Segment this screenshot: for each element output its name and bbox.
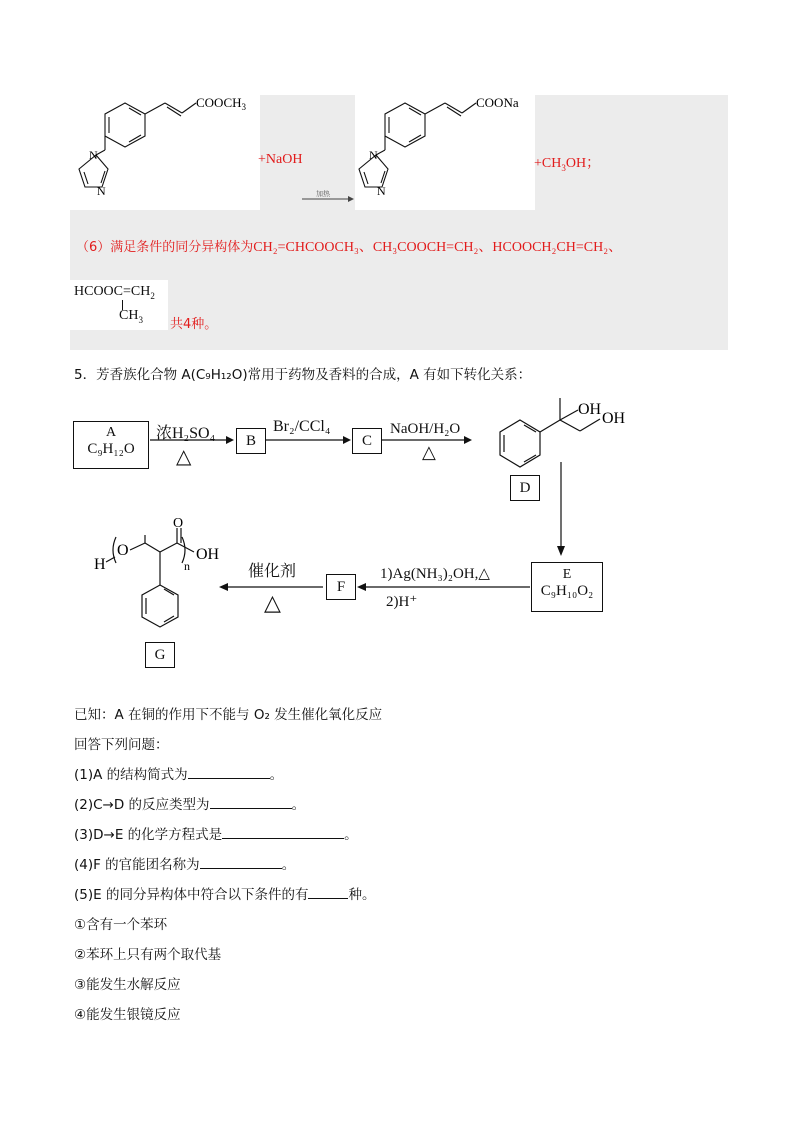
compound-d-box: D <box>510 475 540 501</box>
step4-reagent-1: 1)Ag(NH₃)₂OH,△ <box>380 566 490 582</box>
g-o-label: O <box>117 542 129 559</box>
compound-e-formula: C₉H₁₀O₂ <box>540 583 594 599</box>
product-structure <box>355 95 535 210</box>
subquestion-1: (1)A 的结构简式为 。 <box>74 767 284 783</box>
fourth-isomer-top: $HCOOC=CH_2$ <box>74 284 155 301</box>
part6-isomers: CH₂=CHCOOCH₃、CH₃COOCH=CH₂、HCOOCH₂CH=CH₂、 <box>253 240 623 255</box>
question-intro: 5．芳香族化合物 A(C₉H₁₂O)常用于药物及香料的合成，A 有如下转化关系： <box>74 367 532 383</box>
condition-4: ④能发生银镜反应 <box>74 1007 181 1023</box>
part6-line <box>76 236 622 256</box>
step4-arrow <box>356 580 530 598</box>
part6-count: 共4种。 <box>170 317 218 332</box>
compound-g-box: G <box>145 642 175 668</box>
answer-blank-1[interactable] <box>188 766 270 779</box>
product-structure-drawing <box>355 95 535 210</box>
fourth-isomer-panel <box>70 280 168 330</box>
reactant-n1-label: N <box>89 148 98 162</box>
plus-naoh-text: +NaOH <box>258 152 303 167</box>
d-to-e-arrow <box>555 462 567 563</box>
d-oh1-label: OH <box>578 401 602 418</box>
compound-f-box: F <box>326 574 356 600</box>
answer-blank-4[interactable] <box>200 856 282 869</box>
g-carbonyl-o-label: O <box>173 516 184 531</box>
answer-blank-5[interactable] <box>308 886 348 899</box>
step4-reagent-2: 2)H⁺ <box>386 594 418 610</box>
arrow-condition-text: 加热 <box>316 190 330 198</box>
fourth-isomer-bottom: $CH_3$ <box>119 308 143 325</box>
answer-blank-2[interactable] <box>210 796 292 809</box>
step1-arrow <box>150 433 235 451</box>
compound-a-name: A <box>105 425 117 440</box>
compound-a-box <box>73 421 149 469</box>
step2-reagent: Br₂/CCl₄ <box>273 418 331 435</box>
compound-e-box <box>531 562 603 612</box>
plus-methanol-text: $+CH_3OH$； <box>534 156 601 173</box>
compound-a-formula: C₉H₁₂O <box>87 441 135 457</box>
condition-3: ③能发生水解反应 <box>74 977 181 993</box>
subquestion-3: (3)D→E 的化学方程式是 。 <box>74 827 358 843</box>
step1-heat: △ <box>176 446 192 468</box>
step5-heat: △ <box>264 590 281 615</box>
part6-prefix: （6）满足条件的同分异构体为 <box>76 240 254 255</box>
reactant-n2-label: N <box>97 184 106 198</box>
g-h-label: H <box>94 556 106 573</box>
product-n2-label: N <box>377 184 386 198</box>
step5-reagent: 催化剂 <box>248 561 297 580</box>
compound-e-name: E <box>562 567 572 582</box>
condition-2: ②苯环上只有两个取代基 <box>74 947 222 963</box>
step3-reagent: NaOH/H₂O <box>390 421 461 437</box>
condition-1: ①含有一个苯环 <box>74 917 168 933</box>
compound-b-box: B <box>236 428 266 454</box>
reactant-structure-drawing <box>70 95 260 210</box>
step3-heat: △ <box>422 442 436 462</box>
answer-blank-3[interactable] <box>222 826 344 839</box>
subquestion-5: (5)E 的同分异构体中符合以下条件的有 种。 <box>74 887 376 903</box>
structure-g <box>90 515 240 645</box>
d-oh2-label: OH <box>602 410 626 427</box>
g-oh-label: OH <box>196 546 220 563</box>
step1-reagent: 浓H₂SO₄ <box>156 425 216 442</box>
reactant-structure <box>70 95 260 210</box>
product-n1-label: N <box>369 148 378 162</box>
subquestion-4: (4)F 的官能团名称为 。 <box>74 857 296 873</box>
reactant-ester-label: $COOCH_3$ <box>196 95 247 112</box>
step2-arrow <box>265 433 353 451</box>
g-n-label: n <box>184 559 190 573</box>
compound-c-box: C <box>352 428 382 454</box>
product-carboxylate-label: COONa <box>476 95 519 110</box>
known-condition: 已知：A 在铜的作用下不能与 O₂ 发生催化氧化反应 <box>74 707 383 723</box>
subquestion-2: (2)C→D 的反应类型为 。 <box>74 797 306 813</box>
answer-prompt: 回答下列问题： <box>74 737 169 753</box>
